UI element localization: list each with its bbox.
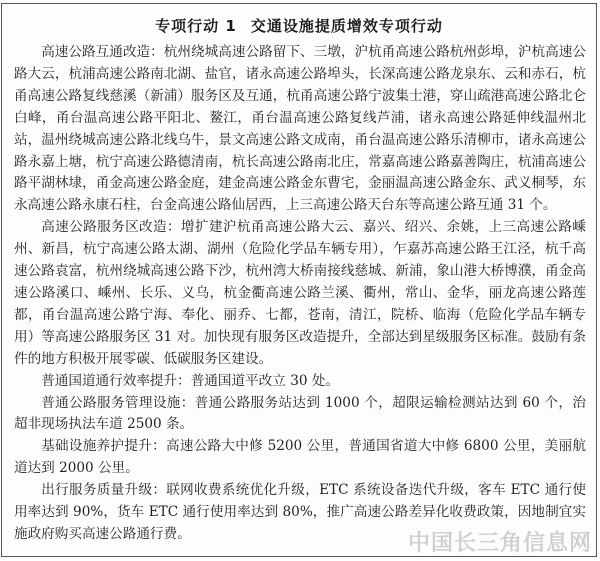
paragraph-travel-service: 出行服务质量升级：联网收费系统优化升级，ETC 系统设备迭代升级，客车 ETC 通行使用率达到 90%，货车 ETC 通行使用率达到 80%，推广高速公路差异化收费政策，因地制宜实施政府购买高速公路通行费。 [14,482,586,542]
title-main: 交通设施提质增效专项行动 [250,17,443,35]
title-prefix: 专项行动 1 [155,17,237,35]
paragraph-national-road: 普通国道通行效率提升：普通国道平改立 30 处。 [41,372,340,389]
paragraph-interchange: 高速公路互通改造：杭州绕城高速公路留下、三墩，沪杭甬高速公路杭州彭埠，沪杭高速公路大云，杭浦高速公路南北湖、盐官，诸永高速公路埠头，长深高速公路龙泉东、云和赤石，杭甬高速公路复线慈溪（新浦）服务区及互通，杭甬高速公路宁波集士港，穿山疏港高速公路北仑白峰，甬台温高速公路平阳北、鳌江，甬台温高速公路复线芦浦，诸永高速公路延伸线温州北站，温州绕城高速公路北线乌牛，景文高速公路文成南，甬台温高速公路乐清柳市，诸永高速公路永嘉上塘，杭宁高速公路德清南，杭长高速公路南北庄，常嘉高速公路嘉善陶庄，杭浦高速公路平湖林埭，甬金高速公路金庭，建金高速公路金东曹宅，金丽温高速公路金东、武义桐琴，东永高速公路永康石柱，台金高速公路仙居西，上三高速公路天台东等高速公路互通 31 个。 [14,44,586,214]
document-body [14,42,586,546]
paragraph-road-service: 普通公路服务管理设施：普通公路服务站达到 1000 个，超限运输检测站达到 60 个，治超非现场执法车道 2500 条。 [14,394,586,433]
action-text-box [1,3,597,557]
document-title [2,15,596,36]
paragraph-maintenance: 基础设施养护提升：高速公路大中修 5200 公里，普通国省道大中修 6800 公里，美丽航道达到 2000 公里。 [14,438,586,477]
paragraph-service-area: 高速公路服务区改造：增扩建沪杭甬高速公路大云、嘉兴、绍兴、余姚，上三高速公路嵊州、新昌，杭宁高速公路太湖、湖州（危险化学品车辆专用），乍嘉苏高速公路王江泾，杭千高速公路袁富，杭州绕城高速公路下沙，杭州湾大桥南接线慈城、新浦，象山港大桥博濮，甬金高速公路溪口、嵊州、长乐、义乌，杭金衢高速公路兰溪、衢州，常山、金华，丽龙高速公路莲都，甬台温高速公路宁海、奉化、丽乔、七都，苍南，清江，院桥、临海（危险化学品车辆专用）等高速公路服务区 31 对。加快现有服务区改造提升，全部达到星级服务区标准。鼓励有条件的地方积极开展零碳、低碳服务区建设。 [14,219,586,367]
site-watermark: 中国长三角信息网 [407,531,592,556]
